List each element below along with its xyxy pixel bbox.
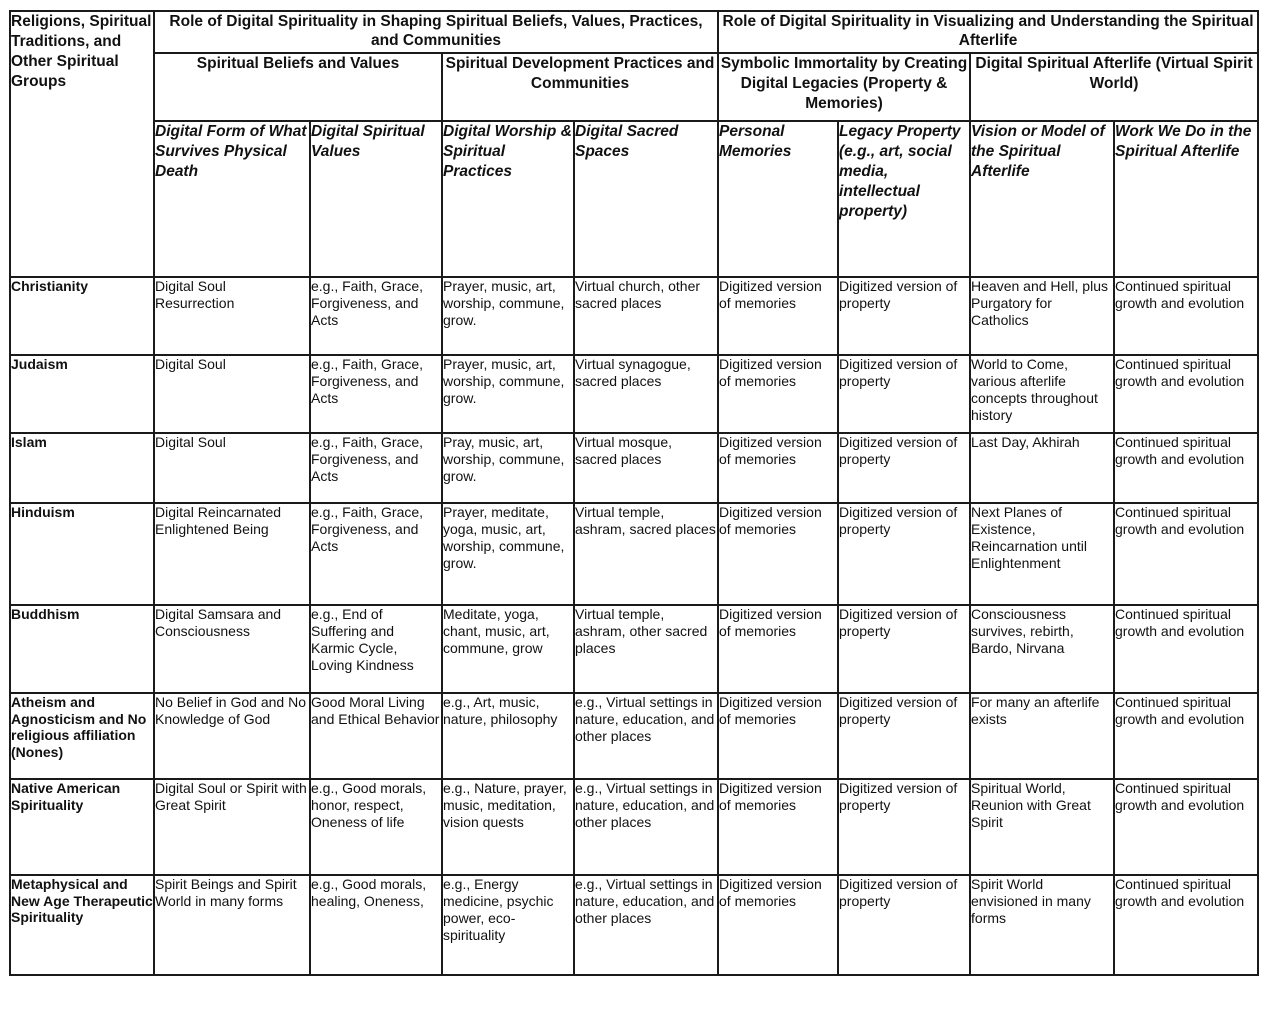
table-cell: Spiritual World, Reunion with Great Spirit <box>970 779 1114 875</box>
table-cell: Digitized version of memories <box>718 355 838 433</box>
table-cell: Good Moral Living and Ethical Behavior <box>310 693 442 779</box>
table-row <box>10 875 1258 975</box>
table-row <box>10 355 1258 433</box>
table-cell: World to Come, various afterlife concepts throughout history <box>970 355 1114 433</box>
row-label: Native American Spirituality <box>10 779 154 875</box>
table-cell: Last Day, Akhirah <box>970 433 1114 503</box>
table-cell: Digitized version of property <box>838 693 970 779</box>
column-header: Vision or Model of the Spiritual Afterlife <box>970 121 1114 277</box>
table-cell: Prayer, meditate, yoga, music, art, worship, commune, grow. <box>442 503 574 605</box>
table-cell: Virtual temple, ashram, other sacred places <box>574 605 718 693</box>
table-cell: Digitized version of property <box>838 605 970 693</box>
table-cell: e.g., Energy medicine, psychic power, eco-spirituality <box>442 875 574 975</box>
table-cell: e.g., Virtual settings in nature, education, and other places <box>574 779 718 875</box>
table-cell: Digitized version of memories <box>718 605 838 693</box>
table-cell: Continued spiritual growth and evolution <box>1114 277 1258 355</box>
table-cell: Digitized version of property <box>838 503 970 605</box>
table-cell: e.g., Faith, Grace, Forgiveness, and Acts <box>310 503 442 605</box>
table-cell: Continued spiritual growth and evolution <box>1114 433 1258 503</box>
table-cell: e.g., Art, music, nature, philosophy <box>442 693 574 779</box>
table-cell: Spirit World envisioned in many forms <box>970 875 1114 975</box>
table-cell: Heaven and Hell, plus Purgatory for Catholics <box>970 277 1114 355</box>
row-group-header: Religions, Spiritual Traditions, and Other Spiritual Groups <box>10 11 154 277</box>
table-cell: Consciousness survives, rebirth, Bardo, Nirvana <box>970 605 1114 693</box>
subheader-development-practices: Spiritual Development Practices and Communities <box>442 53 718 121</box>
table-cell: e.g., End of Suffering and Karmic Cycle, Loving Kindness <box>310 605 442 693</box>
table-cell: Digital Soul Resurrection <box>154 277 310 355</box>
table-cell: Continued spiritual growth and evolution <box>1114 693 1258 779</box>
table-cell: Digital Reincarnated Enlightened Being <box>154 503 310 605</box>
table-cell: Digitized version of memories <box>718 277 838 355</box>
table-cell: e.g., Faith, Grace, Forgiveness, and Acts <box>310 277 442 355</box>
table-cell: For many an afterlife exists <box>970 693 1114 779</box>
table-cell: Digitized version of memories <box>718 433 838 503</box>
row-label: Metaphysical and New Age Therapeutic Spirituality <box>10 875 154 975</box>
table-cell: Digitized version of property <box>838 433 970 503</box>
table-row <box>10 779 1258 875</box>
column-header: Personal Memories <box>718 121 838 277</box>
table-cell: Prayer, music, art, worship, commune, grow. <box>442 355 574 433</box>
table-cell: Virtual synagogue, sacred places <box>574 355 718 433</box>
table-cell: Digitized version of memories <box>718 503 838 605</box>
table-row <box>10 433 1258 503</box>
table-cell: Pray, music, art, worship, commune, grow. <box>442 433 574 503</box>
table-cell: Virtual temple, ashram, sacred places <box>574 503 718 605</box>
table-cell: Continued spiritual growth and evolution <box>1114 355 1258 433</box>
table-cell: Digitized version of property <box>838 277 970 355</box>
column-header: Digital Form of What Survives Physical Death <box>154 121 310 277</box>
table-cell: Digital Soul or Spirit with Great Spirit <box>154 779 310 875</box>
table-cell: Meditate, yoga, chant, music, art, commune, grow <box>442 605 574 693</box>
table-cell: e.g., Good morals, honor, respect, Oneness of life <box>310 779 442 875</box>
table-cell: Continued spiritual growth and evolution <box>1114 605 1258 693</box>
table-cell: No Belief in God and No Knowledge of God <box>154 693 310 779</box>
column-header: Work We Do in the Spiritual Afterlife <box>1114 121 1258 277</box>
table-cell: Digitized version of property <box>838 779 970 875</box>
subheader-beliefs-values: Spiritual Beliefs and Values <box>154 53 442 121</box>
table-cell: Prayer, music, art, worship, commune, grow. <box>442 277 574 355</box>
table-cell: Continued spiritual growth and evolution <box>1114 503 1258 605</box>
table-cell: Digital Soul <box>154 355 310 433</box>
table-row <box>10 605 1258 693</box>
table-cell: Digitized version of property <box>838 355 970 433</box>
table-cell: Digitized version of memories <box>718 875 838 975</box>
column-header: Digital Sacred Spaces <box>574 121 718 277</box>
table-cell: e.g., Nature, prayer, music, meditation, vision quests <box>442 779 574 875</box>
row-label: Christianity <box>10 277 154 355</box>
table-cell: Continued spiritual growth and evolution <box>1114 875 1258 975</box>
table-row <box>10 277 1258 355</box>
table-cell: e.g., Good morals, healing, Oneness, <box>310 875 442 975</box>
subheader-symbolic-immortality: Symbolic Immortality by Creating Digital Legacies (Property & Memories) <box>718 53 970 121</box>
digital-spirituality-table <box>9 10 1259 976</box>
table-cell: e.g., Faith, Grace, Forgiveness, and Acts <box>310 433 442 503</box>
row-label: Buddhism <box>10 605 154 693</box>
table-cell: e.g., Faith, Grace, Forgiveness, and Acts <box>310 355 442 433</box>
column-header: Digital Spiritual Values <box>310 121 442 277</box>
subheader-digital-afterlife: Digital Spiritual Afterlife (Virtual Spirit World) <box>970 53 1258 121</box>
table-row <box>10 503 1258 605</box>
column-header: Digital Worship & Spiritual Practices <box>442 121 574 277</box>
table-cell: Digital Soul <box>154 433 310 503</box>
row-label: Islam <box>10 433 154 503</box>
column-header: Legacy Property (e.g., art, social media, intellectual property) <box>838 121 970 277</box>
table-cell: Virtual church, other sacred places <box>574 277 718 355</box>
table-cell: Digitized version of property <box>838 875 970 975</box>
table-cell: Digitized version of memories <box>718 779 838 875</box>
group-header-afterlife: Role of Digital Spirituality in Visualizing and Understanding the Spiritual Afterlife <box>718 11 1258 53</box>
table-cell: Virtual mosque, sacred places <box>574 433 718 503</box>
row-label: Judaism <box>10 355 154 433</box>
table-body <box>10 277 1258 975</box>
group-header-shaping: Role of Digital Spirituality in Shaping Spiritual Beliefs, Values, Practices, and Communities <box>154 11 718 53</box>
row-label: Hinduism <box>10 503 154 605</box>
table-cell: Digitized version of memories <box>718 693 838 779</box>
table-cell: Spirit Beings and Spirit World in many forms <box>154 875 310 975</box>
table-cell: Continued spiritual growth and evolution <box>1114 779 1258 875</box>
table-cell: e.g., Virtual settings in nature, education, and other places <box>574 693 718 779</box>
table-cell: Next Planes of Existence, Reincarnation until Enlightenment <box>970 503 1114 605</box>
table-row <box>10 693 1258 779</box>
table-cell: Digital Samsara and Consciousness <box>154 605 310 693</box>
table-cell: e.g., Virtual settings in nature, education, and other places <box>574 875 718 975</box>
row-label: Atheism and Agnosticism and No religious affiliation (Nones) <box>10 693 154 779</box>
